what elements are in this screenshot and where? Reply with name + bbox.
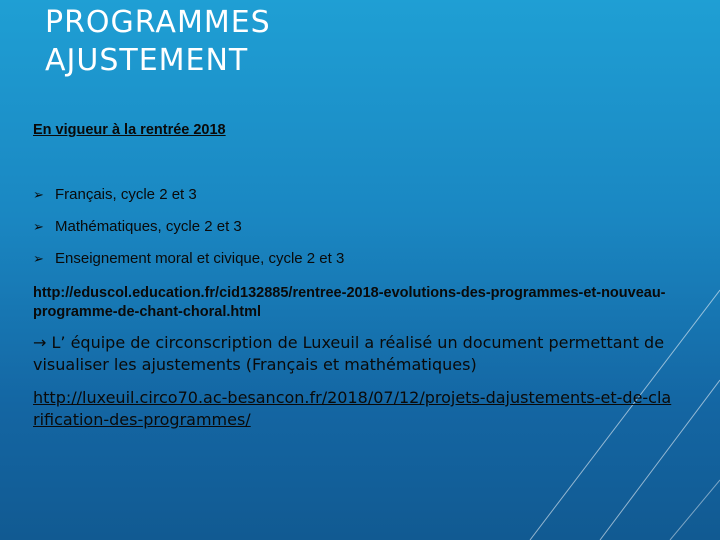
list-item <box>33 249 344 281</box>
arrowhead-bullet-icon: ➢ <box>33 251 44 266</box>
luxeuil-link[interactable]: http://luxeuil.circo70.ac-besancon.fr/2018/07/12/projets-dajustements-et-de-clarification-des-programmes/ <box>33 388 672 429</box>
title-line-1: PROGRAMMES <box>45 5 271 40</box>
circonscription-note <box>33 332 673 376</box>
list-item <box>33 185 344 217</box>
list-item-label: Enseignement moral et civique, cycle 2 et 3 <box>55 250 345 267</box>
note-text: L’ équipe de circonscription de Luxeuil a réalisé un document permettant de visualiser les ajustements (Français et mathématiques) <box>33 333 665 374</box>
list-item-label: Français, cycle 2 et 3 <box>55 186 197 203</box>
eduscol-link[interactable]: http://eduscol.education.fr/cid132885/rentree-2018-evolutions-des-programmes-et-nouveau-programme-de-chant-choral.html <box>33 285 666 320</box>
program-list <box>33 185 344 281</box>
right-arrow-icon: → <box>33 333 47 352</box>
arrowhead-bullet-icon: ➢ <box>33 187 44 202</box>
list-item <box>33 217 344 249</box>
arrowhead-bullet-icon: ➢ <box>33 219 44 234</box>
page-title <box>45 4 271 80</box>
title-line-2: AJUSTEMENT <box>45 43 249 78</box>
list-item-label: Mathématiques, cycle 2 et 3 <box>55 218 242 235</box>
subheading: En vigueur à la rentrée 2018 <box>33 122 226 138</box>
